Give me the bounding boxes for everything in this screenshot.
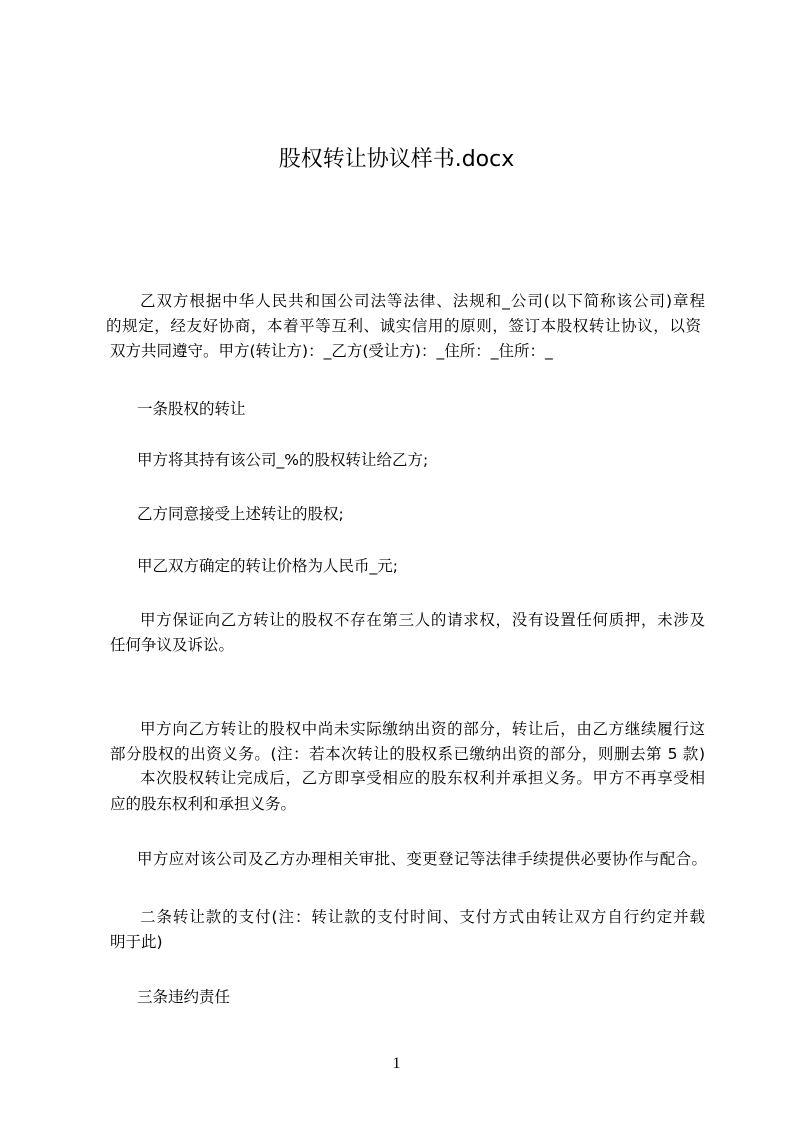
text-line: 的规定，经友好协商，本着平等互利、诚实信用的原则，签订本股权转让协议，以资 xyxy=(106,317,701,335)
text-line: 本次股权转让完成后，乙方即享受相应的股东权利并承担义务。甲方不再享受相 xyxy=(140,769,705,787)
document-title: 股权转让协议样书.docx xyxy=(278,147,515,172)
paragraph: 乙方同意接受上述转让的股权; xyxy=(137,505,344,523)
text-line: 部分股权的出资义务。(注：若本次转让的股权系已缴纳出资的部分，则删去第 5 款) xyxy=(110,745,705,763)
text-line: 二条转让款的支付(注：转让款的支付时间、支付方式由转让双方自行约定并载 xyxy=(140,908,705,926)
section-heading-1: 一条股权的转让 xyxy=(137,400,246,418)
paragraph: 甲方将其持有该公司_%的股权转让给乙方; xyxy=(137,451,429,469)
text-line: 甲方保证向乙方转让的股权不存在第三人的请求权，没有设置任何质押，未涉及 xyxy=(140,611,705,629)
text-line: 甲方向乙方转让的股权中尚未实际缴纳出资的部分，转让后，由乙方继续履行这 xyxy=(140,720,705,738)
text-line: 双方共同遵守。甲方(转让方)：_乙方(受让方)：_住所：_住所：_ xyxy=(110,342,553,360)
paragraph: 甲方应对该公司及乙方办理相关审批、变更登记等法律手续提供必要协作与配合。 xyxy=(137,850,707,868)
text-line: 任何争议及诉讼。 xyxy=(110,636,235,654)
section-heading-3: 三条违约责任 xyxy=(137,988,231,1006)
text-line: 应的股东权利和承担义务。 xyxy=(110,795,297,813)
text-line: 乙双方根据中华人民共和国公司法等法律、法规和_公司(以下简称该公司)章程 xyxy=(140,292,705,310)
page-number: 1 xyxy=(392,1055,401,1072)
paragraph: 甲乙双方确定的转让价格为人民币_元; xyxy=(137,557,398,575)
text-line: 明于此) xyxy=(110,933,163,951)
